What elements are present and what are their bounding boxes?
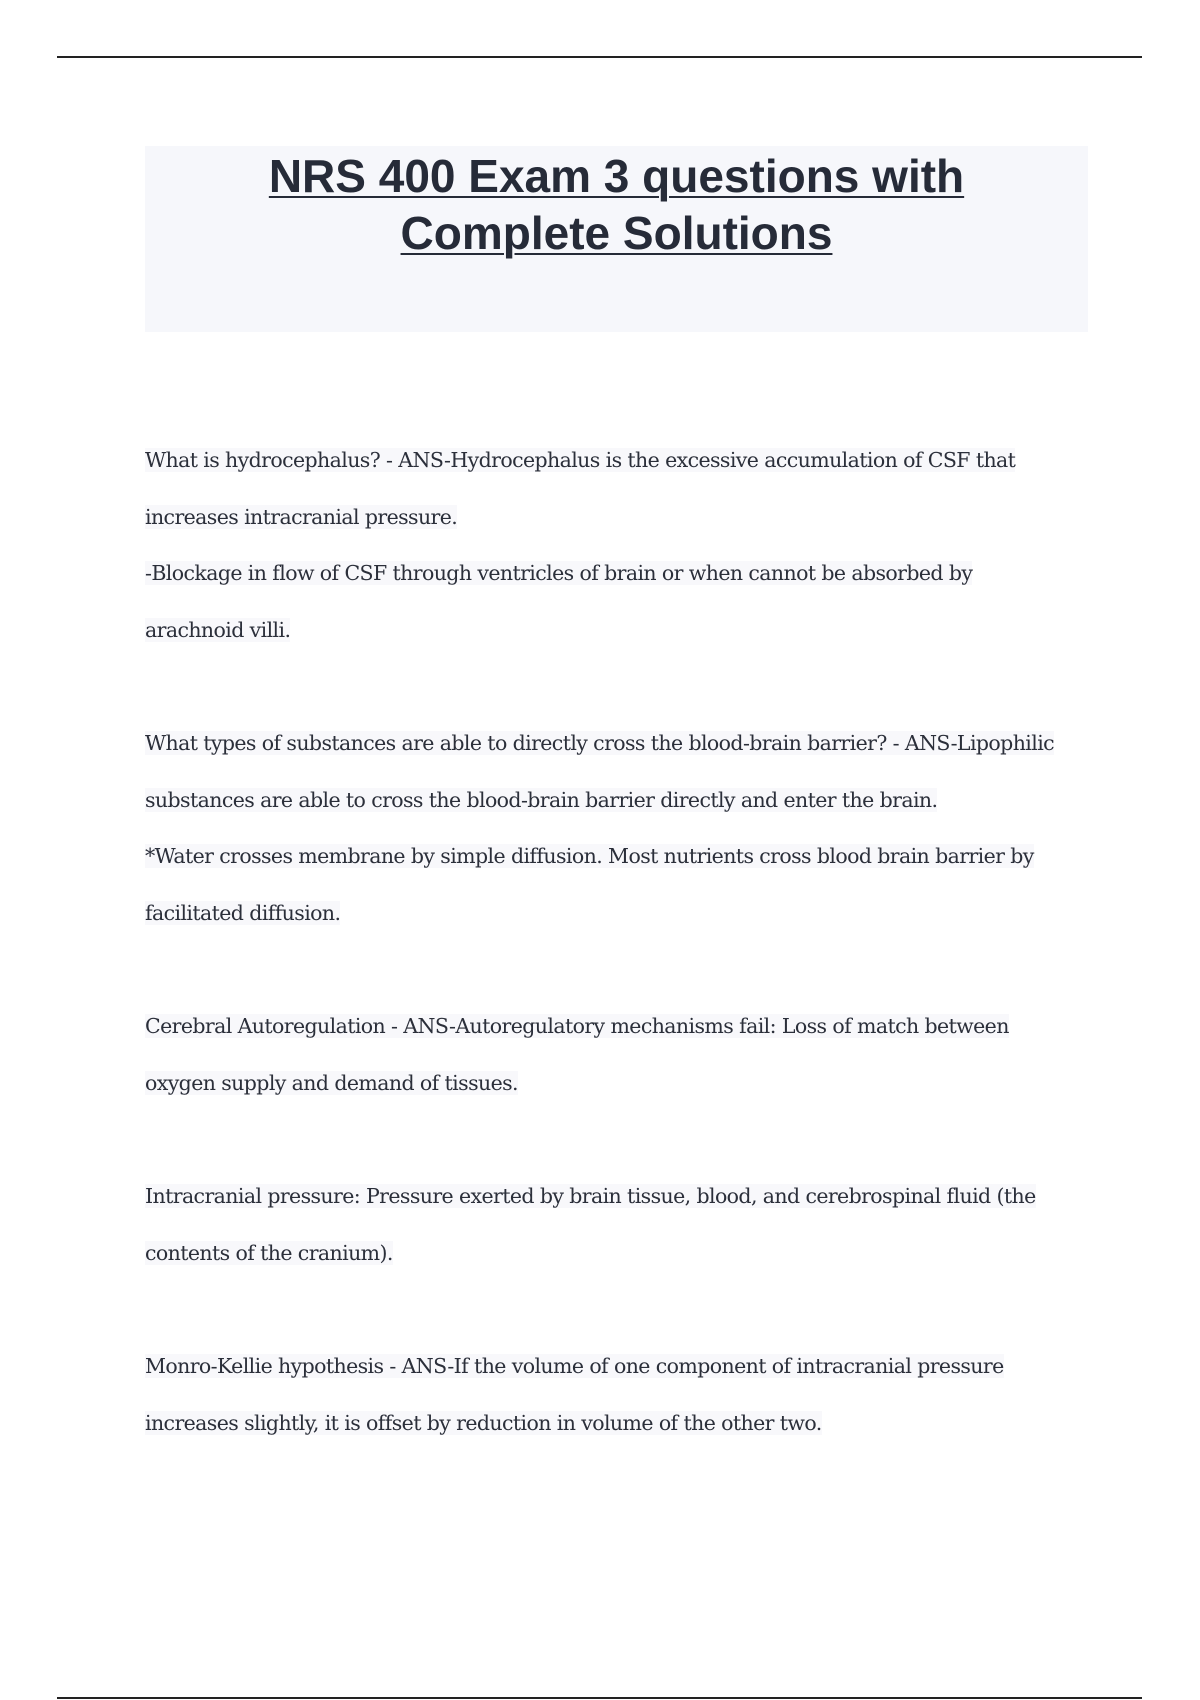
title-box [145,146,1088,332]
document-title [145,146,1088,262]
text-line: contents of the cranium). [145,1240,393,1265]
text-line: arachnoid villi. [145,617,291,642]
qa-entry-blood-brain-barrier [145,715,1085,941]
qa-entry-intracranial-pressure [145,1168,1085,1281]
top-rule [57,56,1142,58]
title-line-2: Complete Solutions [400,207,833,259]
qa-entry-hydrocephalus [145,432,1085,658]
text-line: facilitated diffusion. [145,900,341,925]
text-line: increases intracranial pressure. [145,504,458,529]
text-line: increases slightly, it is offset by reduction in volume of the other two. [145,1410,822,1435]
text-line: oxygen supply and demand of tissues. [145,1070,518,1095]
text-line: Cerebral Autoregulation - ANS-Autoregulatory mechanisms fail: Loss of match between [145,1014,1009,1038]
text-line: What is hydrocephalus? - ANS-Hydrocephalus is the excessive accumulation of CSF that [145,448,1016,472]
text-line: *Water crosses membrane by simple diffusion. Most nutrients cross blood brain barrier by [145,844,1034,868]
text-line: Intracranial pressure: Pressure exerted by brain tissue, blood, and cerebrospinal fluid (the [145,1184,1036,1208]
title-line-1: NRS 400 Exam 3 questions with [268,150,965,202]
qa-entry-cerebral-autoregulation [145,998,1085,1111]
text-line: What types of substances are able to directly cross the blood-brain barrier? - ANS-Lipophilic [145,731,1055,755]
document-body [145,432,1085,1508]
qa-entry-monro-kellie [145,1338,1085,1451]
text-line: Monro-Kellie hypothesis - ANS-If the volume of one component of intracranial pressure [145,1354,1004,1378]
text-line: substances are able to cross the blood-brain barrier directly and enter the brain. [145,787,938,812]
bottom-rule [57,1697,1142,1699]
text-line: -Blockage in flow of CSF through ventricles of brain or when cannot be absorbed by [145,561,973,585]
